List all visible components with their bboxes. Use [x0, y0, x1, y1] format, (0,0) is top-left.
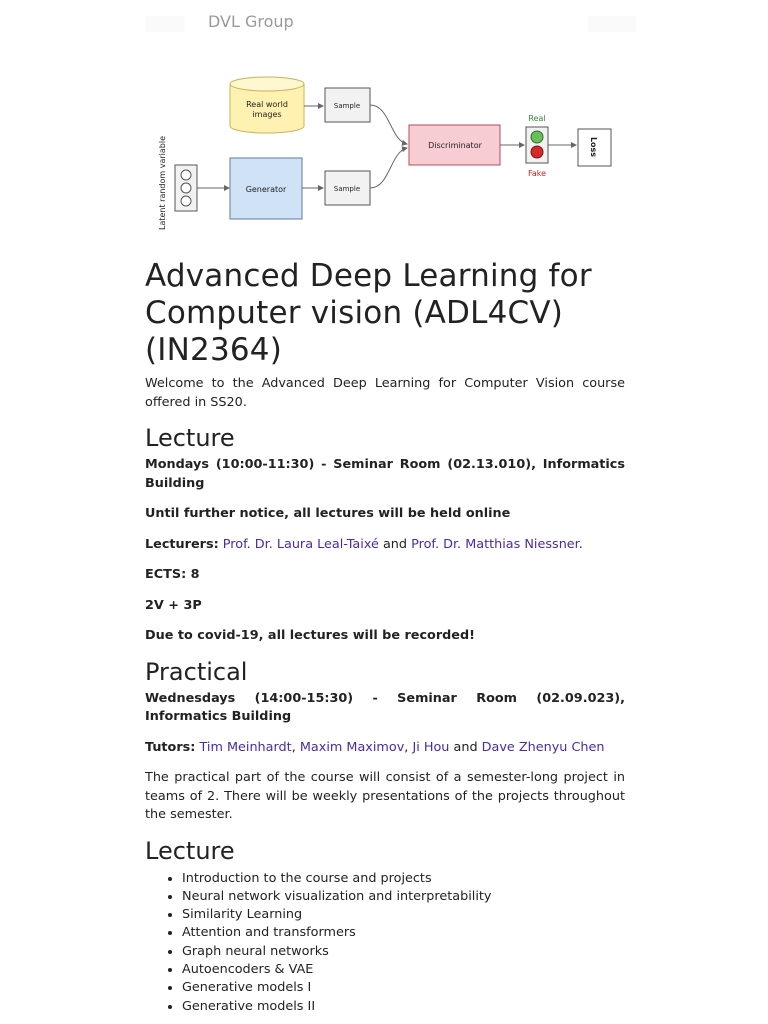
- real-indicator: [531, 131, 543, 143]
- lecturer-link-niessner[interactable]: Prof. Dr. Matthias Niessner: [411, 536, 579, 552]
- tutor-link-meinhardt[interactable]: Tim Meinhardt: [199, 739, 292, 755]
- ects-text: ECTS: 8: [145, 567, 200, 582]
- real-label: Real: [528, 114, 546, 123]
- practical-description: The practical part of the course will consist of a semester-long project in teams of 2. There will be weekly presentations of the projects throughout the semester.: [145, 770, 625, 822]
- intro-text: Welcome to the Advanced Deep Learning for Computer Vision course offered in SS20.: [145, 376, 625, 410]
- menu-placeholder[interactable]: [145, 16, 185, 32]
- arrow-sample-bottom-discriminator: [370, 148, 407, 188]
- lecture-notice: Until further notice, all lectures will be held online: [145, 506, 511, 521]
- tutors-label: Tutors:: [145, 739, 196, 755]
- real-images-label-1: Real world: [246, 100, 288, 109]
- topics-list: [145, 870, 625, 1016]
- tutors-sep-1: ,: [291, 739, 296, 755]
- lecturers-period: .: [578, 536, 583, 552]
- list-item: • Introduction to the course and projects: [182, 870, 625, 888]
- tutors-line: [145, 739, 625, 758]
- arrow-sample-top-discriminator: [370, 105, 407, 144]
- lecturers-and: and: [382, 536, 408, 552]
- sample-bottom-label: Sample: [333, 185, 361, 193]
- generator-label: Generator: [245, 185, 287, 194]
- loss-label: Loss: [589, 136, 598, 158]
- main-content: [145, 258, 625, 1016]
- tutors-sep-2: ,: [404, 739, 409, 755]
- discriminator-label: Discriminator: [428, 141, 482, 150]
- tutor-link-hou[interactable]: Ji Hou: [412, 739, 450, 755]
- lecture-heading: Lecture: [145, 424, 235, 452]
- site-brand[interactable]: DVL Group: [208, 12, 294, 31]
- lecture-schedule: Mondays (10:00-11:30) - Seminar Room (02.13.010), Informatics Building: [145, 457, 625, 491]
- real-images-top: [230, 77, 304, 91]
- list-item: • Generative models II: [182, 998, 625, 1016]
- fake-indicator: [531, 146, 543, 158]
- covid-notice: Due to covid-19, all lectures will be recorded!: [145, 628, 475, 643]
- lecturers-label: Lecturers:: [145, 536, 219, 552]
- lecturer-link-leal-taixe[interactable]: Prof. Dr. Laura Leal-Taixé: [222, 536, 379, 552]
- list-item: • Graph neural networks: [182, 943, 625, 961]
- list-item: • Attention and transformers: [182, 924, 625, 942]
- sample-top-label: Sample: [333, 102, 361, 110]
- list-item: • Neural network visualization and interpretability: [182, 888, 625, 906]
- list-item: • Similarity Learning: [182, 906, 625, 924]
- latent-label: Latent random variable: [158, 135, 167, 230]
- practical-schedule: Wednesdays (14:00-15:30) - Seminar Room (02.09.023), Informatics Building: [145, 690, 625, 724]
- list-item: • Generative models I: [182, 979, 625, 997]
- tutors-and: and: [453, 739, 478, 755]
- lecturers-line: [145, 536, 625, 555]
- latent-node-1: [181, 170, 191, 180]
- list-item: • Autoencoders & VAE: [182, 961, 625, 979]
- topics-heading: Lecture: [145, 836, 235, 865]
- gan-diagram: [145, 70, 625, 240]
- latent-node-3: [181, 196, 191, 206]
- latent-node-2: [181, 183, 191, 193]
- site-header: [0, 0, 768, 44]
- tutor-link-maximov[interactable]: Maxim Maximov: [299, 739, 405, 755]
- real-images-label-2: images: [252, 110, 282, 119]
- tutor-link-chen[interactable]: Dave Zhenyu Chen: [481, 739, 605, 755]
- nav-placeholder[interactable]: [588, 16, 636, 32]
- sws-text: 2V + 3P: [145, 597, 202, 613]
- page-title: Advanced Deep Learning for Computer vision (ADL4CV) (IN2364): [145, 258, 592, 368]
- practical-heading: Practical: [145, 657, 248, 686]
- fake-label: Fake: [527, 169, 547, 178]
